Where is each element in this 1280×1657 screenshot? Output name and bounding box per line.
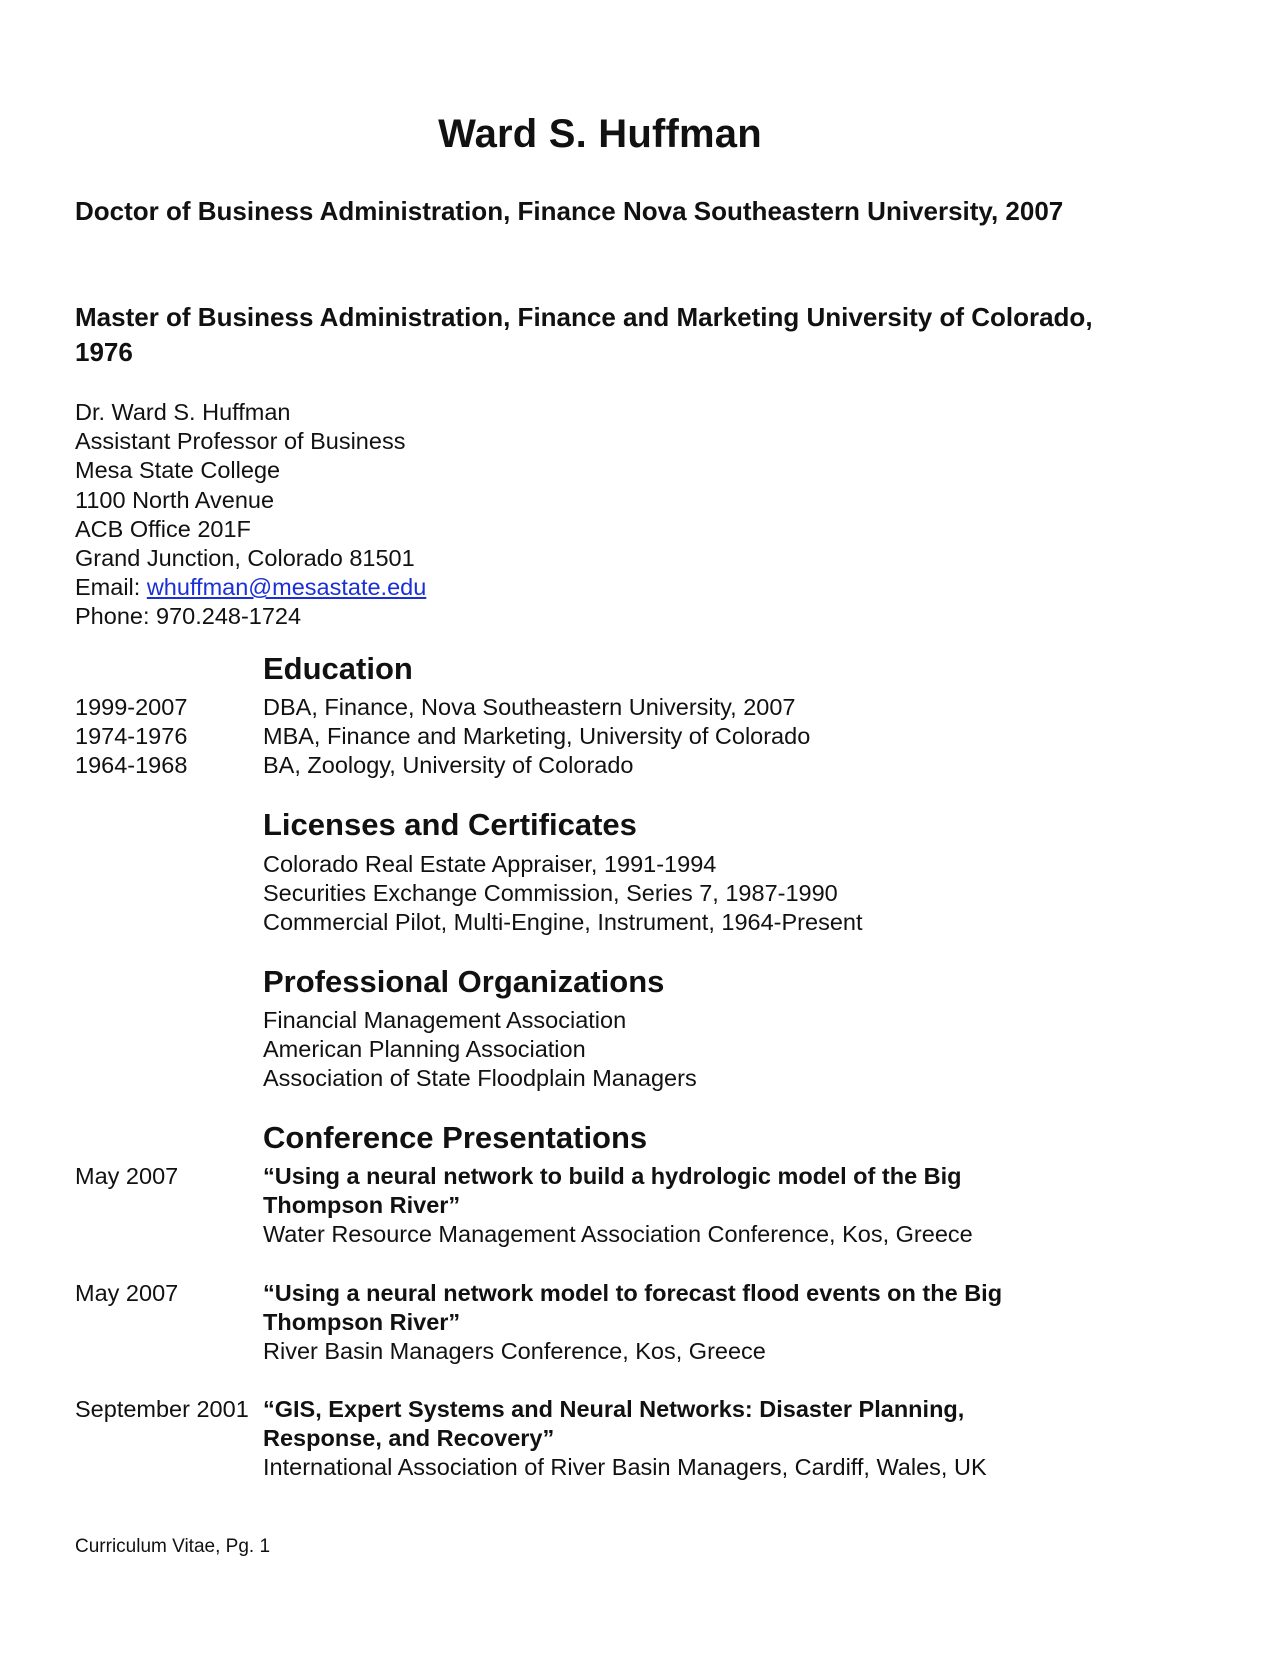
presentation-date: September 2001 bbox=[75, 1396, 249, 1422]
licenses-heading: Licenses and Certificates bbox=[263, 807, 637, 842]
education-text: MBA, Finance and Marketing, University of Colorado bbox=[263, 723, 811, 749]
presentation-body bbox=[263, 1395, 1063, 1483]
presentation-entry bbox=[75, 1279, 1063, 1367]
presentation-date: May 2007 bbox=[75, 1163, 179, 1189]
organizations-list bbox=[263, 1006, 697, 1094]
education-text: BA, Zoology, University of Colorado bbox=[263, 752, 634, 778]
presentation-entry bbox=[75, 1162, 1063, 1250]
contact-street: 1100 North Avenue bbox=[75, 486, 275, 513]
presentation-venue: Water Resource Management Association Conference, Kos, Greece bbox=[263, 1221, 973, 1248]
email-link[interactable]: whuffman@mesastate.edu bbox=[146, 574, 427, 601]
organizations-heading: Professional Organizations bbox=[263, 964, 665, 999]
presentation-body bbox=[263, 1279, 1063, 1367]
contact-email-line bbox=[75, 573, 426, 602]
presentation-title: “Using a neural network model to forecast flood events on the Big Thompson River” bbox=[263, 1280, 1003, 1336]
contact-office: ACB Office 201F bbox=[75, 515, 251, 542]
page-title: Ward S. Huffman bbox=[438, 112, 762, 156]
license-item: Securities Exchange Commission, Series 7, 1987-1990 bbox=[263, 880, 838, 907]
presentation-title: “Using a neural network to build a hydrologic model of the Big Thompson River” bbox=[263, 1163, 962, 1219]
presentation-title: “GIS, Expert Systems and Neural Networks: Disaster Planning, Response, and Recovery” bbox=[263, 1396, 965, 1452]
contact-phone: Phone: 970.248-1724 bbox=[75, 603, 302, 630]
presentation-body bbox=[263, 1162, 1063, 1250]
licenses-list bbox=[263, 850, 863, 938]
education-entry bbox=[75, 693, 796, 722]
contact-name: Dr. Ward S. Huffman bbox=[75, 399, 291, 425]
education-text: DBA, Finance, Nova Southeastern University, 2007 bbox=[263, 694, 796, 720]
organization-item: Financial Management Association bbox=[263, 1007, 627, 1033]
presentations-heading: Conference Presentations bbox=[263, 1120, 648, 1155]
education-date: 1964-1968 bbox=[75, 752, 188, 778]
education-date: 1974-1976 bbox=[75, 723, 188, 749]
education-date: 1999-2007 bbox=[75, 694, 188, 720]
presentation-entry bbox=[75, 1395, 1063, 1483]
license-item: Commercial Pilot, Multi-Engine, Instrument, 1964-Present bbox=[263, 909, 863, 936]
masters-degree: Master of Business Administration, Finance and Marketing University of Colorado, 1976 bbox=[75, 302, 1093, 367]
contact-city: Grand Junction, Colorado 81501 bbox=[75, 545, 415, 572]
contact-title: Assistant Professor of Business bbox=[75, 428, 406, 455]
contact-block bbox=[75, 398, 426, 632]
organization-item: Association of State Floodplain Managers bbox=[263, 1065, 697, 1092]
doctorate-degree: Doctor of Business Administration, Finance Nova Southeastern University, 2007 bbox=[75, 196, 1064, 226]
license-item: Colorado Real Estate Appraiser, 1991-1994 bbox=[263, 851, 717, 877]
email-label: Email: bbox=[75, 574, 147, 601]
page-footer: Curriculum Vitae, Pg. 1 bbox=[75, 1536, 271, 1557]
education-entry bbox=[75, 751, 634, 780]
presentation-venue: International Association of River Basin Managers, Cardiff, Wales, UK bbox=[263, 1454, 987, 1481]
education-entry bbox=[75, 722, 810, 751]
organization-item: American Planning Association bbox=[263, 1036, 586, 1063]
presentation-venue: River Basin Managers Conference, Kos, Greece bbox=[263, 1338, 766, 1365]
contact-institution: Mesa State College bbox=[75, 457, 281, 484]
education-heading: Education bbox=[263, 651, 413, 686]
presentation-date: May 2007 bbox=[75, 1280, 179, 1306]
